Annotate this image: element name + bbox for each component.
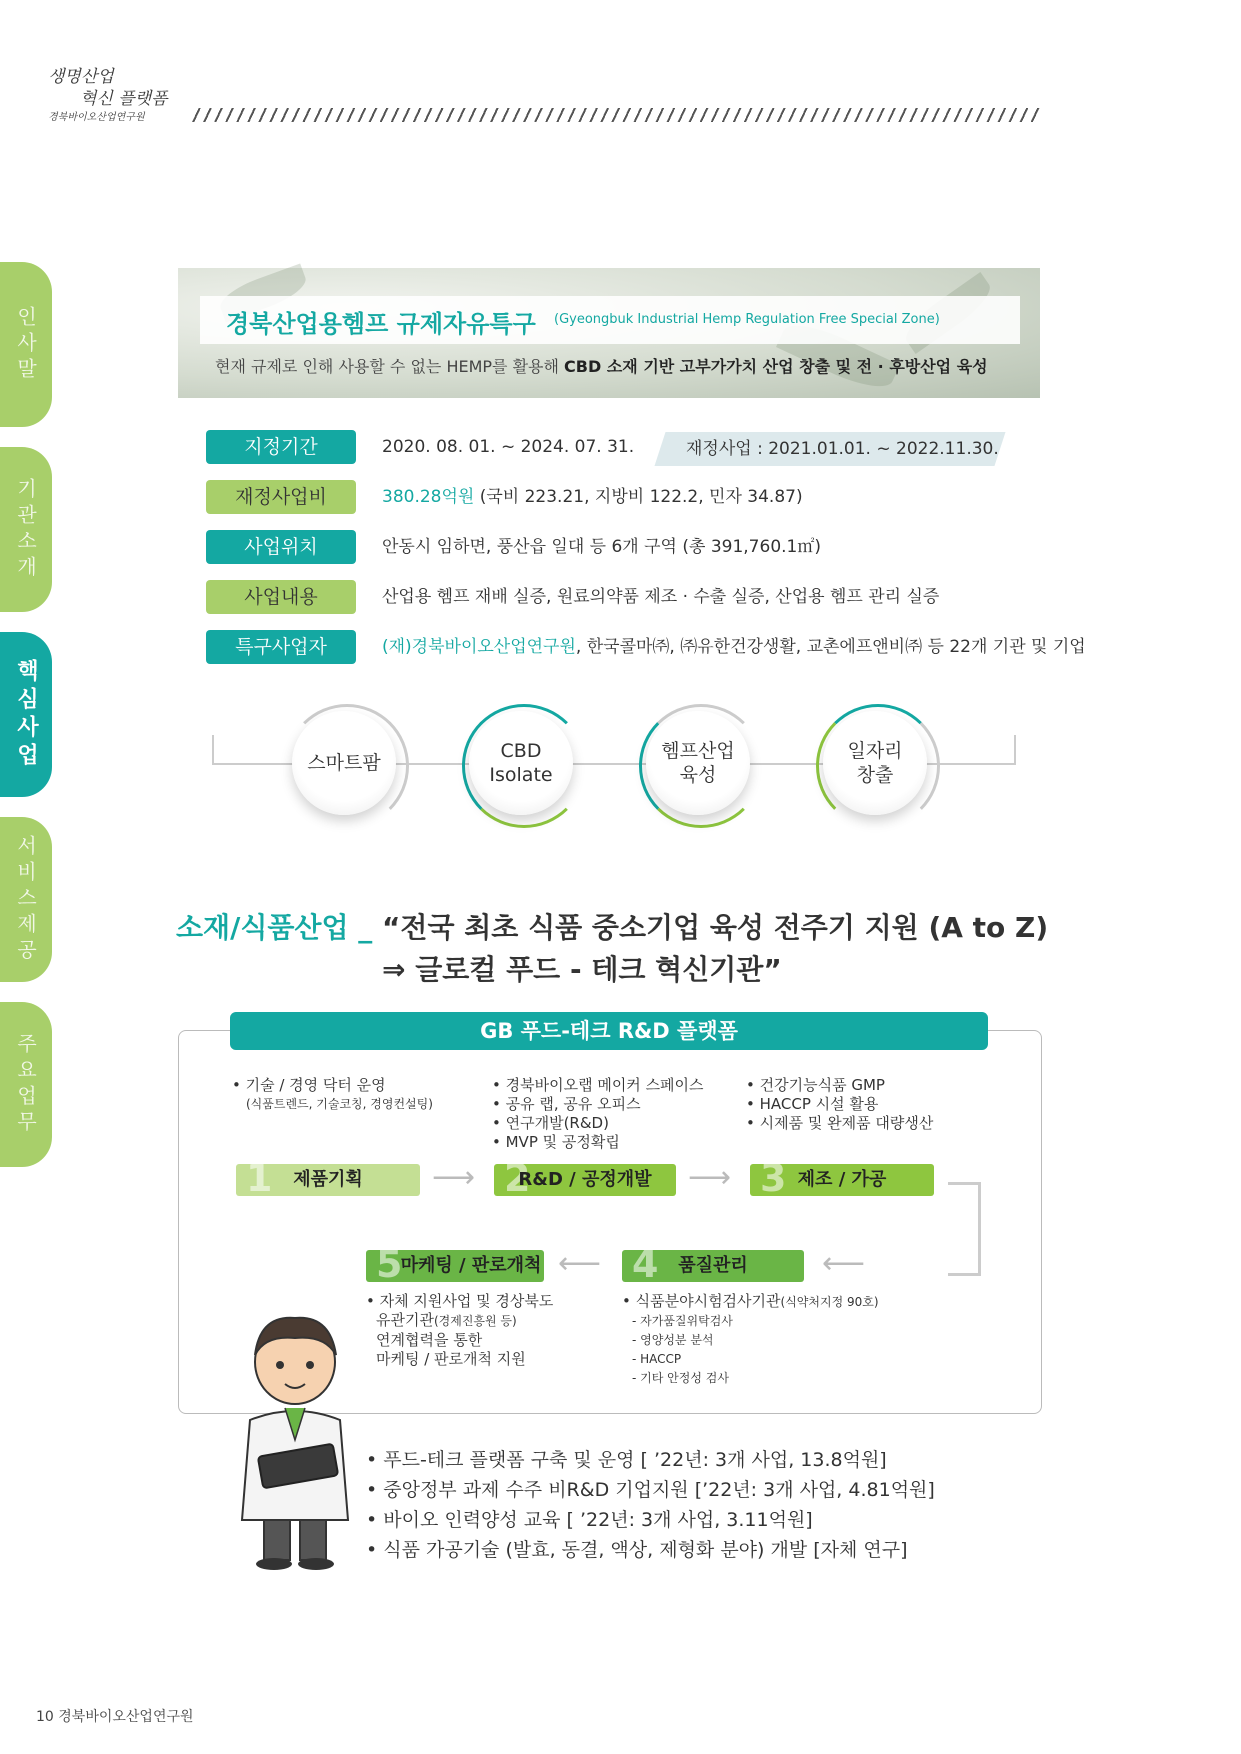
step-number: 1	[246, 1156, 273, 1200]
side-tab-label: 인사말	[13, 305, 38, 384]
label-location: 사업위치	[206, 530, 356, 564]
step-3-manufacturing	[750, 1156, 934, 1200]
banner-title: 경북산업용헴프 규제자유특구	[226, 310, 536, 338]
value-content: 산업용 헴프 재배 실증, 원료의약품 제조 · 수출 실증, 산업용 헴프 관리 실증	[382, 587, 940, 607]
platform-title: GB 푸드-테크 R&D 플랫폼	[230, 1012, 988, 1050]
col5-list	[366, 1292, 553, 1369]
list-item: • 경북바이오랩 메이커 스페이스	[492, 1076, 704, 1094]
list-item: • 식품 가공기술 (발효, 동결, 액상, 제형화 분야) 개발 [자체 연구]	[366, 1539, 908, 1561]
logo	[48, 62, 178, 132]
list-item	[622, 1292, 879, 1312]
logo-line1: 생명산업	[48, 67, 114, 87]
list-item: • 자체 지원사업 및 경상북도	[366, 1292, 554, 1310]
banner-subtitle-bold: CBD 소재 기반 고부가가치 산업 창출 및 전 · 후방산업 육성	[564, 357, 988, 376]
other-operators: , 한국콜마㈜, ㈜유한건강생활, 교촌에프앤비㈜ 등 22개 기관 및 기업	[575, 637, 1086, 657]
list-item-note: (식약처지정 90호)	[780, 1295, 879, 1309]
side-tab-services[interactable]	[0, 817, 52, 982]
budget-total: 380.28억원	[382, 487, 475, 507]
list-item-text: • 식품분야시험검사기관	[622, 1292, 781, 1310]
circle-hemp-industry	[646, 711, 750, 815]
side-tab-label: 서비스제공	[13, 834, 38, 965]
list-item: 마케팅 / 판로개척 지원	[376, 1350, 526, 1368]
step-connector	[948, 1182, 981, 1276]
step-4-quality	[622, 1242, 804, 1286]
banner-title-english: (Gyeongbuk Industrial Hemp Regulation Free Special Zone)	[554, 312, 940, 327]
list-item: • 시제품 및 완제품 대량생산	[746, 1114, 934, 1132]
list-item: • 중앙정부 과제 수주 비R&D 기업지원 [’22년: 3개 사업, 4.81억원]	[366, 1479, 935, 1501]
circle-smartfarm	[292, 711, 396, 815]
list-item: - 자가품질위탁검사	[632, 1314, 733, 1328]
side-tab-main-work[interactable]	[0, 1002, 52, 1167]
circle-label: Isolate	[489, 764, 553, 786]
list-item: • 공유 랩, 공유 오피스	[492, 1095, 641, 1113]
col1-list	[232, 1076, 433, 1114]
header-hatch-divider	[192, 108, 1040, 122]
list-item: • HACCP 시설 활용	[746, 1095, 879, 1113]
step-5-marketing	[366, 1242, 544, 1286]
value-location: 안동시 임하면, 풍산읍 일대 등 6개 구역 (총 391,760.1㎡)	[382, 537, 821, 557]
circle-label: 육성	[679, 764, 717, 786]
side-tab-label: 주요업무	[13, 1032, 38, 1137]
step-label: R&D / 공정개발	[518, 1169, 652, 1190]
arrow-right-icon: ⟶	[432, 1160, 476, 1195]
section-quote-line1: “전국 최초 식품 중소기업 육성 전주기 지원 (A to Z)	[382, 911, 1049, 944]
circle-jobs	[823, 711, 927, 815]
arrow-right-icon: ⟶	[688, 1160, 732, 1195]
list-item: • MVP 및 공정확립	[492, 1133, 620, 1151]
arrow-left-icon: ⟵	[558, 1246, 602, 1281]
banner-subtitle-plain: 현재 규제로 인해 사용할 수 없는 HEMP를 활용해	[215, 357, 565, 376]
step-label: 제조 / 가공	[797, 1169, 887, 1190]
list-item: - HACCP	[632, 1352, 682, 1366]
banner-title-box	[200, 296, 1020, 344]
step-number: 4	[632, 1242, 659, 1286]
value-designation-period: 2020. 08. 01. ~ 2024. 07. 31.	[382, 437, 635, 457]
label-budget: 재정사업비	[206, 480, 356, 514]
col2-list	[492, 1076, 704, 1152]
label-designation-period: 지정기간	[206, 430, 356, 464]
list-item: • 연구개발(R&D)	[492, 1114, 609, 1132]
page-number: 10	[36, 1709, 54, 1725]
step-number: 2	[504, 1156, 531, 1200]
circle-cbd-isolate	[469, 711, 573, 815]
step-label: 마케팅 / 판로개척	[400, 1255, 542, 1276]
logo-line3: 경북바이오산업연구원	[48, 112, 145, 123]
banner-subtitle	[215, 354, 988, 377]
arrow-left-icon: ⟵	[822, 1246, 866, 1281]
step-1-product-planning	[236, 1156, 420, 1200]
logo-line2: 혁신 플랫폼	[80, 89, 168, 109]
list-item: • 바이오 인력양성 교육 [ ’22년: 3개 사업, 3.11억원]	[366, 1509, 813, 1531]
side-tab-greeting[interactable]	[0, 262, 52, 427]
label-operators: 특구사업자	[206, 630, 356, 664]
value-operators	[382, 630, 1086, 664]
finance-period-text: 재정사업 : 2021.01.01. ~ 2022.11.30.	[686, 439, 999, 459]
lead-operator: (재)경북바이오산업연구원	[382, 637, 576, 657]
list-item	[366, 1311, 553, 1331]
col4-list	[622, 1292, 879, 1388]
circle-label: 창출	[856, 764, 894, 786]
section-title: 소재/식품산업 _	[176, 911, 373, 944]
step-number: 3	[760, 1156, 787, 1200]
list-item: • 기술 / 경영 닥터 운영	[232, 1076, 386, 1094]
value-budget	[382, 480, 803, 514]
list-item: (식품트렌드, 기술코칭, 경영컨설팅)	[246, 1097, 433, 1111]
step-label: 제품기획	[293, 1169, 363, 1190]
step-2-rnd	[494, 1156, 676, 1200]
footer-org: 경북바이오산업연구원	[58, 1709, 194, 1725]
step-number: 5	[376, 1242, 403, 1286]
list-item: - 기타 안정성 검사	[632, 1371, 729, 1385]
side-tab-label: 핵심사업	[13, 658, 39, 771]
list-item: • 푸드-테크 플랫폼 구축 및 운영 [ ’22년: 3개 사업, 13.8억원]	[366, 1449, 887, 1471]
list-item-note: (경제진흥원 등)	[433, 1314, 517, 1328]
col3-list	[746, 1076, 933, 1133]
section-quote-line2: ⇒ 글로컬 푸드 - 테크 혁신기관”	[382, 953, 782, 986]
footer	[36, 1706, 194, 1726]
circle-label: 일자리	[847, 740, 903, 762]
circle-label: 스마트팜	[307, 752, 381, 774]
budget-breakdown: (국비 223.21, 지방비 122.2, 민자 34.87)	[474, 487, 803, 507]
step-label: 품질관리	[678, 1255, 748, 1276]
label-content: 사업내용	[206, 580, 356, 614]
side-tab-label: 기관소개	[13, 477, 38, 582]
researcher-character-illustration	[230, 1310, 360, 1570]
list-item: 연계협력을 통한	[376, 1331, 483, 1349]
side-tab-core-business[interactable]	[0, 632, 52, 797]
circle-label: CBD	[500, 740, 542, 762]
bottom-bullet-list	[366, 1445, 935, 1565]
circle-label: 헴프산업	[661, 740, 735, 762]
list-item: • 건강기능식품 GMP	[746, 1076, 885, 1094]
list-item-text: 유관기관	[376, 1311, 434, 1329]
side-tab-about[interactable]	[0, 447, 52, 612]
list-item: - 영양성분 분석	[632, 1333, 714, 1347]
